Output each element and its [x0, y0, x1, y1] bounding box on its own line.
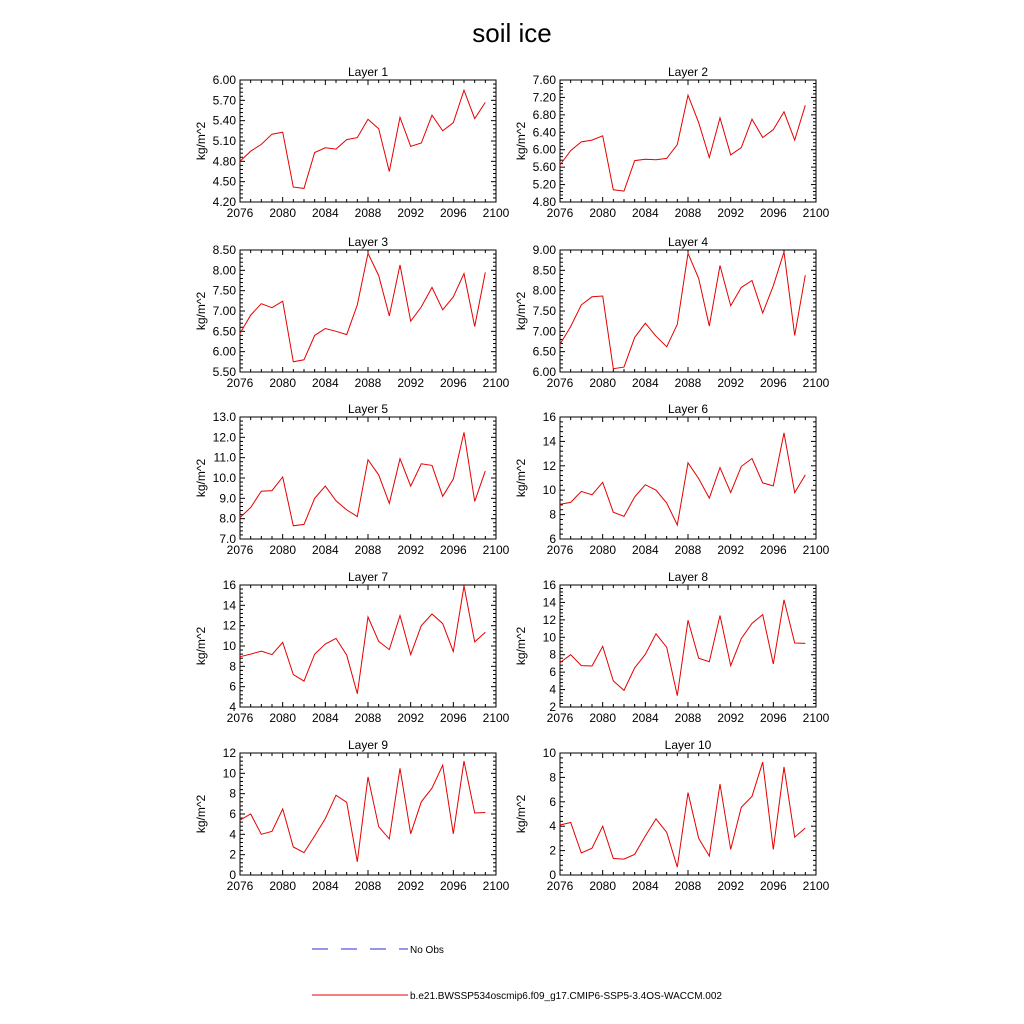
- x-tick-label: 2092: [397, 711, 425, 725]
- y-axis-label: kg/m^2: [194, 458, 208, 498]
- x-tick-label: 2096: [439, 879, 467, 893]
- x-tick-label: 2084: [311, 376, 339, 390]
- y-tick-label: 8: [549, 507, 556, 522]
- y-tick-label: 6: [229, 679, 236, 694]
- y-tick-label: 7.50: [212, 283, 236, 298]
- panel-layer-7: [194, 570, 510, 725]
- y-tick-label: 5.40: [212, 113, 236, 128]
- x-tick-label: 2084: [631, 543, 659, 557]
- plot-frame: [240, 585, 496, 707]
- panel-title: Layer 7: [347, 570, 389, 584]
- x-tick-label: 2084: [311, 711, 339, 725]
- y-tick-label: 12: [542, 458, 556, 473]
- y-tick-label: 10: [542, 483, 556, 498]
- y-tick-label: 5.50: [212, 365, 236, 379]
- y-tick-label: 6.00: [532, 365, 556, 379]
- x-tick-label: 2088: [354, 879, 382, 893]
- panel-layer-6: [514, 402, 830, 557]
- panel-layer-9: [194, 738, 510, 893]
- series-line: [560, 252, 805, 369]
- x-tick-label: 2088: [674, 879, 702, 893]
- y-tick-label: 13.0: [212, 410, 236, 424]
- y-tick-label: 14: [542, 434, 556, 449]
- x-tick-label: 2080: [269, 711, 297, 725]
- y-tick-label: 5.20: [532, 177, 556, 192]
- panel-title: Layer 4: [667, 235, 709, 249]
- panel-title: Layer 10: [664, 738, 712, 752]
- y-axis-label: kg/m^2: [514, 291, 528, 331]
- x-tick-label: 2080: [269, 206, 297, 220]
- y-tick-label: 4: [229, 700, 236, 714]
- panel-layer-8: [514, 570, 830, 725]
- plot-frame: [560, 417, 816, 539]
- y-tick-label: 7.60: [532, 73, 556, 87]
- x-tick-label: 2076: [546, 711, 574, 725]
- x-tick-label: 2100: [802, 376, 830, 390]
- y-tick-label: 10: [222, 639, 236, 653]
- panel-layer-10: [514, 738, 830, 893]
- x-tick-label: 2092: [397, 376, 425, 390]
- x-tick-label: 2076: [546, 376, 574, 390]
- x-tick-label: 2092: [717, 879, 745, 893]
- panel-layer-5: [194, 402, 510, 557]
- y-tick-label: 7.00: [532, 324, 556, 339]
- y-tick-label: 16: [542, 410, 556, 424]
- y-tick-label: 5.60: [532, 160, 556, 175]
- y-tick-label: 12: [542, 612, 556, 627]
- y-tick-label: 14: [222, 598, 236, 613]
- x-tick-label: 2092: [717, 206, 745, 220]
- series-line: [240, 90, 485, 188]
- x-tick-label: 2096: [759, 879, 787, 893]
- series-line: [240, 253, 485, 361]
- legend-obs-label: No Obs: [410, 945, 444, 956]
- x-tick-label: 2092: [397, 206, 425, 220]
- plot-frame: [560, 250, 816, 372]
- y-tick-label: 8.00: [212, 263, 236, 278]
- y-tick-label: 4.80: [212, 154, 236, 169]
- x-tick-label: 2088: [674, 206, 702, 220]
- x-tick-label: 2096: [759, 543, 787, 557]
- y-tick-label: 2: [549, 843, 556, 858]
- x-tick-label: 2084: [631, 206, 659, 220]
- series-line: [560, 95, 805, 191]
- figure-title: soil ice: [472, 18, 552, 48]
- y-tick-label: 8.50: [212, 243, 236, 257]
- y-tick-label: 9.0: [219, 491, 236, 506]
- x-tick-label: 2092: [717, 711, 745, 725]
- y-tick-label: 8: [229, 659, 236, 674]
- x-tick-label: 2100: [482, 879, 510, 893]
- x-tick-label: 2080: [589, 711, 617, 725]
- y-tick-label: 16: [222, 578, 236, 592]
- y-tick-label: 10.0: [212, 471, 236, 485]
- y-tick-label: 14: [542, 595, 556, 610]
- series-line: [560, 600, 805, 696]
- y-axis-label: kg/m^2: [194, 794, 208, 834]
- x-tick-label: 2096: [759, 376, 787, 390]
- y-tick-label: 6.50: [532, 344, 556, 359]
- y-tick-label: 4: [549, 682, 556, 697]
- x-tick-label: 2080: [269, 543, 297, 557]
- series-line: [560, 762, 805, 867]
- x-tick-label: 2088: [354, 376, 382, 390]
- plot-frame: [560, 80, 816, 202]
- y-tick-label: 6.00: [212, 73, 236, 87]
- series-line: [560, 433, 805, 525]
- y-tick-label: 6.00: [212, 344, 236, 359]
- x-tick-label: 2088: [674, 543, 702, 557]
- x-tick-label: 2084: [311, 543, 339, 557]
- y-tick-label: 6.40: [532, 125, 556, 140]
- panel-title: Layer 5: [347, 402, 389, 416]
- x-tick-label: 2084: [311, 879, 339, 893]
- y-tick-label: 10: [542, 630, 556, 645]
- x-tick-label: 2076: [226, 206, 254, 220]
- x-tick-label: 2100: [802, 543, 830, 557]
- series-line: [240, 432, 485, 526]
- x-tick-label: 2084: [631, 376, 659, 390]
- y-tick-label: 6.80: [532, 107, 556, 122]
- y-tick-label: 9.00: [532, 243, 556, 257]
- panels-group: [194, 65, 830, 893]
- x-tick-label: 2076: [226, 376, 254, 390]
- panel-title: Layer 9: [347, 738, 389, 752]
- plot-frame: [240, 753, 496, 875]
- y-tick-label: 6.00: [532, 142, 556, 157]
- legend: [312, 945, 722, 1002]
- x-tick-label: 2100: [802, 711, 830, 725]
- y-tick-label: 6: [549, 532, 556, 546]
- y-tick-label: 5.70: [212, 93, 236, 108]
- y-tick-label: 7.00: [212, 304, 236, 318]
- x-tick-label: 2096: [759, 711, 787, 725]
- series-line: [240, 586, 485, 694]
- y-tick-label: 8.00: [532, 283, 556, 298]
- x-tick-label: 2088: [674, 711, 702, 725]
- x-tick-label: 2100: [482, 543, 510, 557]
- x-tick-label: 2092: [717, 543, 745, 557]
- x-tick-label: 2092: [397, 543, 425, 557]
- x-tick-label: 2092: [397, 879, 425, 893]
- y-tick-label: 10: [542, 746, 556, 760]
- x-tick-label: 2100: [482, 206, 510, 220]
- y-tick-label: 5.10: [212, 134, 236, 148]
- plot-frame: [240, 250, 496, 372]
- y-tick-label: 8: [229, 786, 236, 801]
- x-tick-label: 2076: [226, 879, 254, 893]
- x-tick-label: 2076: [546, 879, 574, 893]
- y-tick-label: 7.20: [532, 90, 556, 105]
- x-tick-label: 2076: [226, 711, 254, 725]
- x-tick-label: 2080: [589, 543, 617, 557]
- y-tick-label: 8: [549, 770, 556, 785]
- panel-title: Layer 8: [667, 570, 709, 584]
- y-tick-label: 8.50: [532, 263, 556, 278]
- y-tick-label: 7.50: [532, 304, 556, 318]
- x-tick-label: 2080: [269, 879, 297, 893]
- x-tick-label: 2100: [482, 376, 510, 390]
- y-axis-label: kg/m^2: [514, 794, 528, 834]
- y-tick-label: 12: [222, 618, 236, 633]
- y-tick-label: 0: [229, 868, 236, 882]
- x-tick-label: 2096: [439, 206, 467, 220]
- x-tick-label: 2084: [311, 206, 339, 220]
- x-tick-label: 2080: [589, 206, 617, 220]
- x-tick-label: 2100: [802, 879, 830, 893]
- x-tick-label: 2088: [354, 543, 382, 557]
- panel-title: Layer 3: [347, 235, 389, 249]
- y-tick-label: 6.50: [212, 324, 236, 339]
- y-axis-label: kg/m^2: [194, 291, 208, 331]
- y-tick-label: 2: [549, 700, 556, 714]
- x-tick-label: 2080: [589, 376, 617, 390]
- panel-title: Layer 2: [667, 65, 709, 79]
- y-axis-label: kg/m^2: [194, 121, 208, 161]
- x-tick-label: 2092: [717, 376, 745, 390]
- x-tick-label: 2080: [589, 879, 617, 893]
- y-tick-label: 4: [229, 827, 236, 842]
- y-tick-label: 0: [549, 868, 556, 882]
- x-tick-label: 2080: [269, 376, 297, 390]
- x-tick-label: 2084: [631, 711, 659, 725]
- plot-frame: [560, 585, 816, 707]
- x-tick-label: 2076: [226, 543, 254, 557]
- y-tick-label: 4.50: [212, 174, 236, 189]
- x-tick-label: 2088: [354, 206, 382, 220]
- x-tick-label: 2096: [439, 711, 467, 725]
- y-tick-label: 11.0: [213, 450, 236, 465]
- legend-model-label: b.e21.BWSSP534oscmip6.f09_g17.CMIP6-SSP5-3.4OS-WACCM.002: [410, 991, 722, 1002]
- x-tick-label: 2100: [482, 711, 510, 725]
- panel-layer-4: [514, 235, 830, 390]
- series-line: [240, 761, 485, 862]
- x-tick-label: 2096: [759, 206, 787, 220]
- y-tick-label: 6: [229, 807, 236, 821]
- y-tick-label: 8.0: [219, 511, 236, 526]
- x-tick-label: 2096: [439, 543, 467, 557]
- y-tick-label: 6: [549, 665, 556, 680]
- panel-title: Layer 6: [667, 402, 709, 416]
- y-tick-label: 4: [549, 819, 556, 834]
- x-tick-label: 2096: [439, 376, 467, 390]
- y-tick-label: 8: [549, 647, 556, 662]
- y-tick-label: 16: [542, 578, 556, 592]
- y-axis-label: kg/m^2: [514, 458, 528, 498]
- plot-frame: [240, 80, 496, 202]
- y-tick-label: 2: [229, 847, 236, 862]
- y-tick-label: 10: [222, 766, 236, 781]
- x-tick-label: 2076: [546, 206, 574, 220]
- y-tick-label: 12.0: [212, 430, 236, 445]
- panel-title: Layer 1: [347, 65, 389, 79]
- plot-frame: [240, 417, 496, 539]
- y-axis-label: kg/m^2: [514, 121, 528, 161]
- panel-layer-2: [514, 65, 830, 220]
- panel-layer-1: [194, 65, 510, 220]
- x-tick-label: 2088: [354, 711, 382, 725]
- x-tick-label: 2088: [674, 376, 702, 390]
- panel-layer-3: [194, 235, 510, 390]
- y-tick-label: 12: [222, 746, 236, 760]
- y-axis-label: kg/m^2: [194, 626, 208, 666]
- x-tick-label: 2100: [802, 206, 830, 220]
- x-tick-label: 2084: [631, 879, 659, 893]
- y-tick-label: 4.80: [532, 195, 556, 209]
- y-tick-label: 6: [549, 794, 556, 809]
- y-tick-label: 7.0: [219, 532, 236, 546]
- y-tick-label: 4.20: [212, 195, 236, 209]
- y-axis-label: kg/m^2: [514, 626, 528, 666]
- x-tick-label: 2076: [546, 543, 574, 557]
